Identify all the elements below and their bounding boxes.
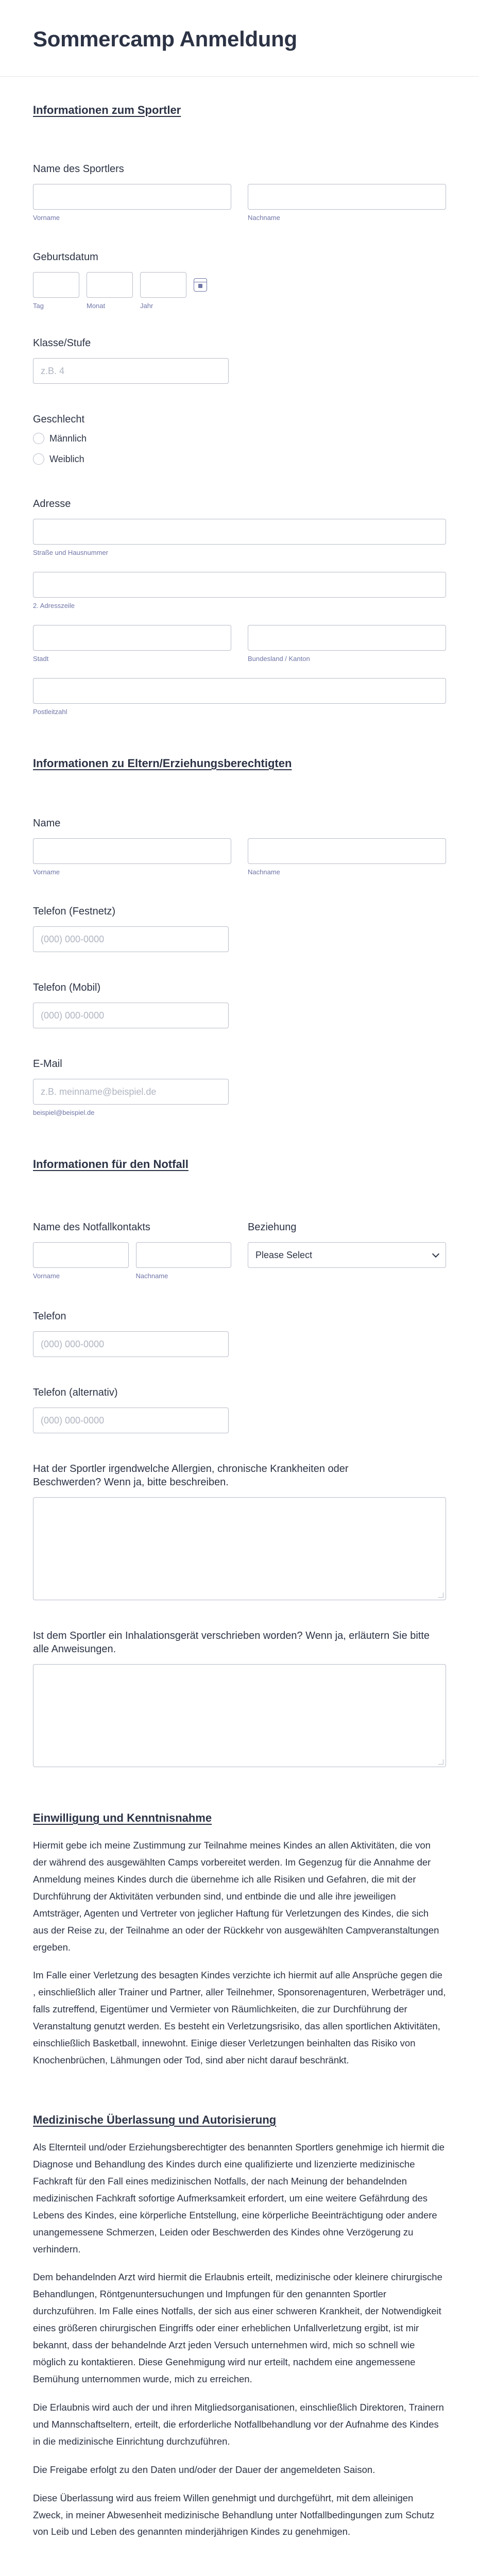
gender-option-female[interactable] [33, 451, 446, 467]
emergency-last-name-sublabel: Nachname [135, 1272, 168, 1280]
guardian-last-name-input[interactable] [248, 838, 446, 864]
dob-year-input[interactable] [140, 272, 186, 298]
gender-label: Geschlecht [33, 414, 85, 425]
dob-label: Geburtsdatum [33, 251, 98, 263]
emergency-first-name-sublabel: Vorname [33, 1272, 60, 1280]
relation-label: Beziehung [248, 1222, 297, 1233]
medical-paragraph-2: Dem behandelnden Arzt wird hiermit die Erlaubnis erteilt, medizinische oder kleinere chirurgische Behandlungen, Röntgenuntersuchungen und Impfungen für den genannten Sportler durchzuführen. Im Falle eines Notfalls, der sich aus einer schweren Krankheit, der Notwendigkeit eines größeren chirurgischen Eingriffs oder einer erheblichen Unfallverletzung ergibt, ist mir bekannt, dass der behandelnde Arzt jeden Versuch unternehmen wird, mich so schnell wie möglich zu kontaktieren. Diese Genehmigung wird nur erteilt, nachdem eine angemessene Bemühung unternommen wurde, mich zu erreichen. [33, 2272, 442, 2384]
resize-handle-icon[interactable] [438, 1592, 443, 1598]
email-input[interactable]: z.B. meinname@beispiel.de [33, 1079, 229, 1105]
consent-paragraph-2: Im Falle einer Verletzung des besagten Kindes verzichte ich hiermit auf alle Ansprüche gegen die , einschließlich aller Trainer und Partner, aller Teilnehmer, Sponsorenagenturen, Werbeträger und, falls zutreffend, Eigentümer und Vermieter von Räumlichkeiten, die zur Durchführung der Veranstaltung genutzt werden. Es besteht ein Verletzungsrisiko, das allen sportlichen Aktivitäten, einschließlich Basketball, innewohnt. Einige dieser Verletzungen beinhalten das Risiko von Knochenbrüchen, Lähmungen oder Tod, sind aber nicht darauf beschränkt. [33, 1970, 446, 2066]
emergency-phone-alt-label: Telefon (alternativ) [33, 1387, 118, 1398]
inhaler-label: Ist dem Sportler ein Inhalationsgerät verschrieben worden? Wenn ja, erläutern Sie bitte alle Anweisungen. [33, 1630, 430, 1655]
resize-handle-icon[interactable] [438, 1759, 443, 1765]
guardian-name-label: Name [33, 818, 61, 829]
address-field [33, 497, 446, 716]
medical-paragraph-5: Diese Überlassung wird aus freiem Willen genehmigt und durchgeführt, mit dem alleinigen Zweck, in meiner Abwesenheit medizinische Behandlung unter Notfallbedingungen zum Schutz von Leib und Leben des genannten minderjährigen Kindes zu genehmigen. [33, 2492, 435, 2537]
emergency-phone-alt-input[interactable]: (000) 000-0000 [33, 1408, 229, 1433]
dob-month-input[interactable] [87, 272, 133, 298]
medical-paragraph-3: Die Erlaubnis wird auch der und ihren Mitgliedsorganisationen, einschließlich Direktoren, Trainern und Mannschaftseltern, erteilt, die erforderliche Notfallbehandlung vor der Aufnahme des Kindes in die medizinische Einrichtung durchzuführen. [33, 2401, 444, 2447]
emergency-first-name-input[interactable] [33, 1242, 129, 1268]
email-sublabel: beispiel@beispiel.de [33, 1109, 95, 1116]
gender-option-label: Weiblich [49, 453, 84, 464]
dob-day-input[interactable] [33, 272, 79, 298]
medical-paragraph-4: Die Freigabe erfolgt zu den Daten und/oder der Dauer der angemeldeten Saison. [33, 2464, 375, 2475]
allergy-textarea[interactable] [33, 1497, 446, 1600]
section-heading-medical: Medizinische Überlassung und Autorisierung [33, 2113, 277, 2126]
email-field [33, 1057, 446, 1116]
guardian-first-name-input[interactable] [33, 838, 231, 864]
state-sublabel: Bundesland / Kanton [248, 655, 310, 663]
emergency-phone-label: Telefon [33, 1311, 66, 1322]
allergy-label: Hat der Sportler irgendwelche Allergien, chronische Krankheiten oder Beschwerden? Wenn ja, bitte beschreiben. [33, 1463, 349, 1488]
radio-circle-icon[interactable] [33, 433, 44, 444]
section-heading-consent: Einwilligung und Kenntnisnahme [33, 1811, 212, 1824]
athlete-name-label: Name des Sportlers [33, 163, 124, 175]
mobile-label: Telefon (Mobil) [33, 982, 101, 993]
dob-month-sublabel: Monat [87, 302, 106, 310]
relation-select[interactable] [248, 1242, 446, 1268]
zip-sublabel: Postleitzahl [33, 708, 67, 716]
inhaler-textarea[interactable] [33, 1664, 446, 1767]
city-sublabel: Stadt [33, 655, 49, 663]
athlete-first-name-sublabel: Vorname [33, 214, 60, 222]
gender-field [33, 413, 446, 467]
emergency-phone-field [33, 1310, 446, 1357]
allergy-field [33, 1462, 446, 1600]
chevron-down-icon [432, 1250, 439, 1257]
guardian-name-field [33, 817, 446, 876]
emergency-phone-alt-field [33, 1386, 446, 1433]
consent-paragraph-1: Hiermit gebe ich meine Zustimmung zur Teilnahme meines Kindes an allen Aktivitäten, die von der während des ausgewählten Camps vorbereitet werden. Im Gegenzug für die Annahme der Anmeldung meines Kindes durch die übernehme ich alle Risiken und Gefahren, die mit der Durchführung der Aktivitäten verbunden sind, und entbinde die und alle ihre jeweiligen Amtsträger, Agenten und Vertreter von jeglicher Haftung für Verletzungen des Kindes, die sich aus der Reise zu, der Teilnahme an oder der Rückkehr von ausgewählten Campveranstaltungen ergeben. [33, 1840, 439, 1953]
emergency-contact-field [33, 1221, 446, 1280]
landline-label: Telefon (Festnetz) [33, 906, 116, 917]
athlete-first-name-input[interactable] [33, 184, 231, 210]
athlete-last-name-sublabel: Nachname [248, 214, 280, 222]
dob-day-sublabel: Tag [33, 302, 44, 310]
medical-paragraph-1: Als Elternteil und/oder Erziehungsberechtigter des benannten Sportlers genehmige ich hiermit die Diagnose und Behandlung des Kindes durch eine qualifizierte und lizenzierte medizinische Fachkraft für den Fall eines medizinischen Notfalls, der nach Meinung der behandelnden medizinischen Fachkraft sofortige Aufmerksamkeit erfordert, um eine weitere Gefährdung des Lebens des Kindes, eine körperliche Entstellung, eine körperliche Beeinträchtigung oder andere unangemessene Schmerzen, Leiden oder Beschwerden des Kindes ohne Verzögerung zu verhindern. [33, 2141, 445, 2255]
address-label: Adresse [33, 498, 71, 510]
class-field [33, 336, 446, 384]
calendar-icon[interactable] [194, 278, 207, 292]
state-input[interactable] [248, 625, 446, 651]
landline-input[interactable]: (000) 000-0000 [33, 926, 229, 952]
class-label: Klasse/Stufe [33, 337, 91, 349]
street-input[interactable] [33, 519, 446, 545]
gender-option-male[interactable] [33, 430, 446, 447]
class-input[interactable]: z.B. 4 [33, 358, 229, 384]
form-content [0, 104, 479, 2576]
street2-sublabel: 2. Adresszeile [33, 602, 75, 609]
city-input[interactable] [33, 625, 231, 651]
street2-input[interactable] [33, 572, 446, 598]
section-heading-athlete: Informationen zum Sportler [33, 104, 181, 116]
gender-option-label: Männlich [49, 433, 87, 444]
email-label: E-Mail [33, 1058, 62, 1070]
street-sublabel: Straße und Hausnummer [33, 549, 108, 556]
section-heading-emergency: Informationen für den Notfall [33, 1158, 189, 1171]
athlete-last-name-input[interactable] [248, 184, 446, 210]
relation-selected-value: Please Select [255, 1249, 313, 1260]
mobile-field [33, 981, 446, 1028]
form-header [0, 0, 479, 77]
landline-field [33, 905, 446, 952]
zip-input[interactable] [33, 678, 446, 704]
section-heading-guardians: Informationen zu Eltern/Erziehungsberechtigten [33, 757, 292, 770]
guardian-last-name-sublabel: Nachname [248, 868, 280, 876]
form-title: Sommercamp Anmeldung [33, 27, 297, 51]
emergency-phone-input[interactable]: (000) 000-0000 [33, 1331, 229, 1357]
inhaler-field [33, 1629, 446, 1767]
radio-circle-icon[interactable] [33, 453, 44, 465]
dob-field [33, 250, 446, 310]
athlete-name-field [33, 162, 446, 222]
dob-year-sublabel: Jahr [140, 302, 153, 310]
emergency-last-name-input[interactable] [136, 1242, 232, 1268]
emergency-contact-label: Name des Notfallkontakts [33, 1222, 150, 1233]
mobile-input[interactable]: (000) 000-0000 [33, 1003, 229, 1028]
guardian-first-name-sublabel: Vorname [33, 868, 60, 876]
